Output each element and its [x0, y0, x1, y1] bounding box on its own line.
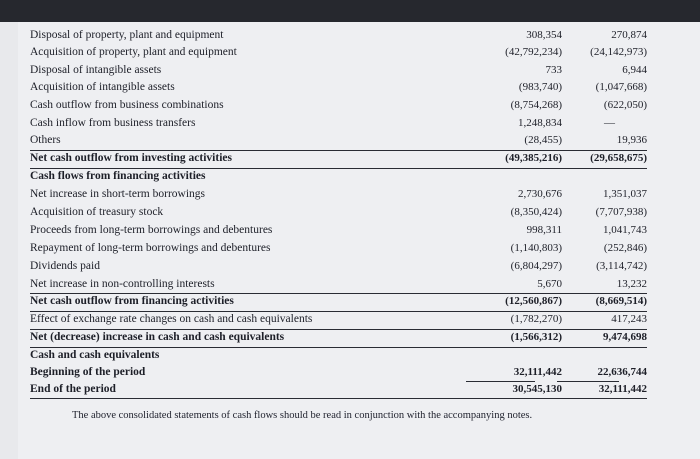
row-label: Cash inflow from business transfers — [30, 117, 196, 129]
row-net-change-cash — [30, 329, 647, 346]
section-heading-financing — [30, 168, 632, 185]
row-label: Beginning of the period — [30, 366, 146, 378]
section-heading: Cash and cash equivalents — [30, 349, 160, 361]
prior-year-value: (1,047,668) — [595, 81, 647, 93]
row-disposal-ppe — [30, 27, 647, 44]
current-year-value: (983,740) — [518, 81, 562, 93]
prior-year-value: 22,636,744 — [597, 366, 647, 378]
row-net-financing — [30, 293, 647, 310]
row-label: Acquisition of intangible assets — [30, 81, 175, 93]
row-acquisition-ppe — [30, 44, 647, 61]
current-year-value: (8,350,424) — [510, 206, 562, 218]
row-label: Acquisition of property, plant and equipment — [30, 46, 237, 58]
current-year-value: 32,111,442 — [513, 366, 562, 378]
footnote: The above consolidated statements of cash flows should be read in conjunction with the accompanying notes. — [72, 410, 533, 421]
row-label: Net cash outflow from investing activities — [30, 152, 232, 164]
row-dividends-paid — [30, 258, 647, 275]
prior-year-value: (8,669,514) — [595, 295, 647, 307]
row-label: Repayment of long-term borrowings and debentures — [30, 242, 271, 254]
row-label: Disposal of property, plant and equipment — [30, 29, 224, 41]
prior-year-value: 417,243 — [611, 313, 647, 325]
current-year-value: (6,804,297) — [510, 260, 562, 272]
row-short-term-borrowings — [30, 186, 647, 203]
prior-year-value: (7,707,938) — [595, 206, 647, 218]
row-label: Net increase in short-term borrowings — [30, 188, 206, 200]
row-end-of-period — [30, 381, 647, 398]
prior-year-value: 32,111,442 — [598, 383, 647, 395]
section-heading: Cash flows from financing activities — [30, 170, 206, 182]
row-label: End of the period — [30, 383, 116, 395]
row-beginning-of-period — [30, 364, 647, 381]
bottom-rule — [30, 398, 647, 399]
prior-year-value: (622,050) — [603, 99, 647, 111]
row-business-transfers — [30, 115, 632, 132]
current-year-value: 1,248,834 — [518, 117, 562, 129]
row-long-term-repayment — [30, 240, 647, 257]
current-year-value: (12,560,867) — [505, 295, 562, 307]
row-acquisition-intangibles — [30, 79, 647, 96]
row-label: Dividends paid — [30, 260, 100, 272]
row-long-term-proceeds — [30, 222, 647, 239]
current-year-value: (42,792,234) — [505, 46, 562, 58]
row-label: Net cash outflow from financing activities — [30, 295, 234, 307]
row-others — [30, 132, 647, 149]
prior-year-value: (252,846) — [603, 242, 647, 254]
current-year-value: (8,754,268) — [510, 99, 562, 111]
prior-year-value: 6,944 — [622, 64, 647, 76]
current-year-value: 308,354 — [526, 29, 562, 41]
row-label: Cash outflow from business combinations — [30, 99, 224, 111]
current-year-value: (1,566,312) — [510, 331, 562, 343]
prior-year-value: (29,658,675) — [590, 152, 647, 164]
current-year-value: 2,730,676 — [518, 188, 562, 200]
row-label: Proceeds from long-term borrowings and debentures — [30, 224, 273, 236]
prior-year-dash: — — [604, 117, 615, 129]
current-year-value: (1,140,803) — [510, 242, 562, 254]
dark-header-bar — [0, 0, 700, 22]
prior-year-value: 9,474,698 — [603, 331, 647, 343]
current-year-value: (1,782,270) — [510, 313, 562, 325]
row-treasury-stock — [30, 204, 647, 221]
row-label: Acquisition of treasury stock — [30, 206, 164, 218]
row-label: Others — [30, 134, 61, 146]
prior-year-value: (24,142,973) — [590, 46, 647, 58]
current-year-value: 733 — [545, 64, 562, 76]
prior-year-value: (3,114,742) — [596, 260, 647, 272]
row-net-investing — [30, 150, 647, 167]
current-year-value: 5,670 — [537, 278, 562, 290]
row-label: Effect of exchange rate changes on cash and cash equivalents — [30, 313, 313, 325]
current-year-value: 30,545,130 — [512, 383, 562, 395]
row-business-combinations — [30, 97, 647, 114]
current-year-value: (28,455) — [524, 134, 562, 146]
prior-year-value: 19,936 — [616, 134, 647, 146]
prior-year-value: 1,351,037 — [603, 188, 647, 200]
prior-year-value: 1,041,743 — [603, 224, 647, 236]
section-heading-cash — [30, 347, 632, 364]
row-label: Net (decrease) increase in cash and cash equivalents — [30, 331, 285, 343]
prior-year-value: 270,874 — [611, 29, 647, 41]
row-label: Disposal of intangible assets — [30, 64, 162, 76]
row-disposal-intangibles — [30, 62, 647, 79]
row-non-controlling-interests — [30, 276, 647, 293]
row-exchange-rate-effect — [30, 311, 647, 328]
current-year-value: (49,385,216) — [505, 152, 562, 164]
prior-year-value: 13,232 — [616, 278, 647, 290]
current-year-value: 998,311 — [526, 224, 562, 236]
row-label: Net increase in non-controlling interests — [30, 278, 215, 290]
